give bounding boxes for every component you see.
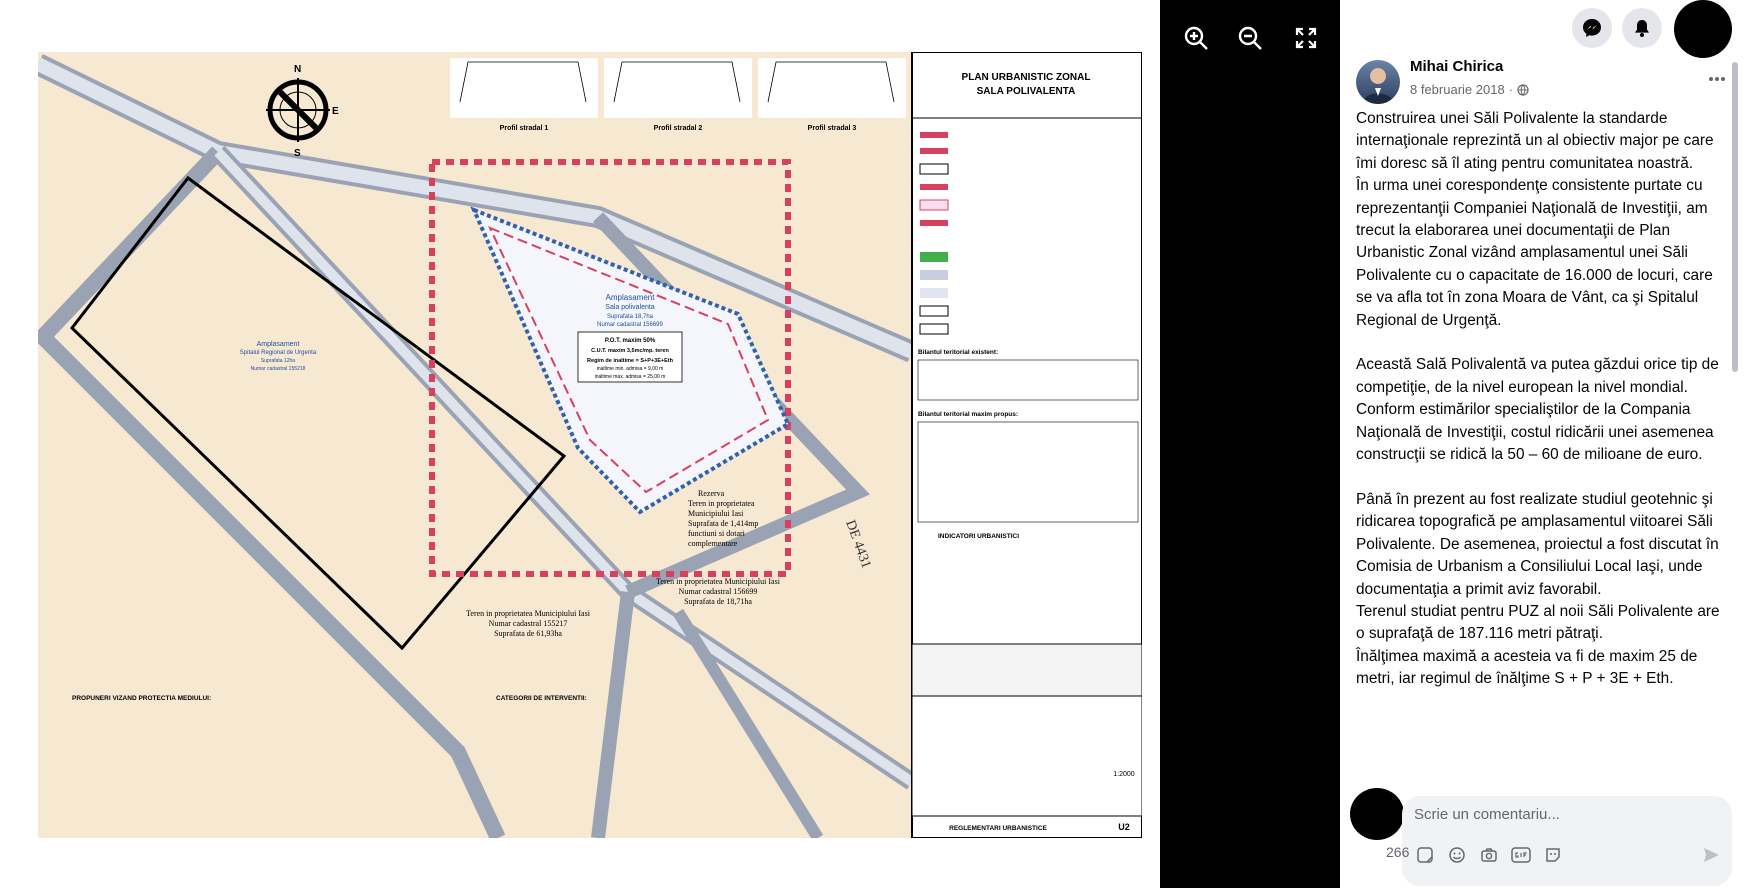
scrollbar[interactable] xyxy=(1732,62,1738,372)
post-paragraph: În urma unei corespondenţe consistente purtate cu reprezentanţii Companiei Naţională de Investiţii, am trecut la elaborarea unei documentaţii de Plan Urbanistic Zonal vizând amplasamentul unei Săli Polivalente cu o capacitate de 16.000 de locuri, care se va afla tot în zona Moara de Vânt, ca şi Spitalul Regional de Urgenţă. xyxy=(1356,177,1713,329)
teren-b-3: Suprafata de 61,93ha xyxy=(494,629,562,638)
compass-n: N xyxy=(294,64,302,75)
zoom-out-icon xyxy=(1237,25,1263,51)
hospital-label-2: Spitalul Regional de Urgenta xyxy=(239,350,317,356)
indicatori: INDICATORI URBANISTICI xyxy=(938,533,1020,540)
comment-input[interactable] xyxy=(1414,806,1714,823)
camera-icon xyxy=(1480,846,1498,864)
pot-label: P.O.T. maxim 50% xyxy=(604,338,656,344)
site-label-3: Suprafata 18,7ha xyxy=(606,314,654,320)
globe-icon xyxy=(1517,84,1529,96)
reserve-6: complementare xyxy=(688,539,738,548)
fullscreen-icon xyxy=(1295,27,1317,49)
sticker-icon xyxy=(1416,846,1434,864)
emoji-button[interactable] xyxy=(1446,844,1468,866)
top-bar xyxy=(1340,0,1744,60)
post-panel xyxy=(1340,0,1744,888)
scale-label: 1:2000 xyxy=(1113,771,1135,778)
gif-icon xyxy=(1511,847,1531,863)
reserve-2: Teren in proprietatea xyxy=(688,499,755,508)
bilant-2: Bilantul teritorial maxim propus: xyxy=(918,411,1019,418)
post-body xyxy=(1356,108,1728,691)
date-separator: · xyxy=(1508,82,1514,97)
hospital-label-1: Amplasament xyxy=(256,341,300,348)
road-code: DE 4431 xyxy=(842,518,874,571)
post-date[interactable]: 8 februarie 2018 xyxy=(1410,82,1505,97)
site-label-4: Numar cadastral 156699 xyxy=(597,322,663,328)
comment-composer xyxy=(1340,788,1744,888)
hospital-label-4: Numar cadastral 155218 xyxy=(250,366,306,372)
messenger-icon xyxy=(1581,17,1603,39)
teren-a-2: Numar cadastral 156699 xyxy=(678,587,758,596)
zoom-out-button[interactable] xyxy=(1230,18,1270,58)
teren-a-1: Teren in proprietatea Municipiului Iasi xyxy=(656,577,780,586)
site-label-2: Sala polivalenta xyxy=(605,304,655,311)
reserve-1: Rezerva xyxy=(698,489,725,498)
more-options-button[interactable] xyxy=(1708,66,1726,87)
post-paragraph: Până în prezent au fost realizate studiul geotehnic şi ridicarea topografică pe amplasamentul viitoarei Săli Polivalente. De asemenea, proiectul a fost discutat în Comisia de Urbanism a Consiliului Local Iaşi, unde documentaţia a primit aviz favorabil. xyxy=(1356,490,1719,598)
comment-tools xyxy=(1386,844,1732,868)
zoom-in-button[interactable] xyxy=(1176,18,1216,58)
hmax-label: inaltime max. admisa = 25,00 m xyxy=(594,374,666,380)
messenger-button[interactable] xyxy=(1572,8,1612,48)
post-date-row xyxy=(1410,82,1529,97)
reserve-3: Municipiului Iasi xyxy=(688,509,744,518)
cut-label: C.U.T. maxim 3,5mc/mp. teren xyxy=(591,348,669,354)
regim-label: Regim de inaltime = S+P+3E+Eth xyxy=(587,358,673,364)
sticker-button[interactable] xyxy=(1414,844,1436,866)
post-header xyxy=(1356,58,1726,108)
fullscreen-button[interactable] xyxy=(1286,18,1326,58)
commenter-avatar xyxy=(1350,788,1404,840)
site-label-1: Amplasament xyxy=(605,293,655,302)
plan-title-1: PLAN URBANISTIC ZONAL xyxy=(961,72,1091,83)
author-name[interactable]: Mihai Chirica xyxy=(1410,58,1504,75)
send-button[interactable] xyxy=(1700,844,1722,866)
post-paragraph: Această Sală Polivalentă va putea găzdui orice tip de competiţie, de la nivel european la nivel mondial. Conform estimărilor specialiştilor de la Compania Naţională de Investiţii, costul ridicării unei asemenea construcţii se ridică la 50 – 60 de milioane de euro. xyxy=(1356,356,1719,464)
bell-icon xyxy=(1632,18,1652,38)
teren-a-3: Suprafata de 18,71ha xyxy=(684,597,752,606)
post-paragraph: Construirea unei Săli Polivalente la standarde internaţionale reprezintă un al obiectiv major pe care îmi doresc să îl ating pentru comunitatea noastră. xyxy=(1356,110,1714,172)
teren-b-1: Teren in proprietatea Municipiului Iasi xyxy=(466,609,590,618)
propuneri: PROPUNERI VIZAND PROTECTIA MEDIULUI: xyxy=(72,695,212,702)
reserve-4: Suprafata de 1,414mp xyxy=(688,519,759,528)
camera-button[interactable] xyxy=(1478,844,1500,866)
send-icon xyxy=(1702,846,1720,864)
comment-box xyxy=(1386,796,1732,886)
author-avatar[interactable] xyxy=(1356,60,1400,104)
legend-panel xyxy=(912,52,1142,838)
sheet-no: U2 xyxy=(1118,822,1130,832)
profile-2: Profil stradal 2 xyxy=(653,125,703,132)
regulament: REGLEMENTARI URBANISTICE xyxy=(949,825,1047,832)
reserve-5: functiuni si dotari xyxy=(688,529,745,538)
teren-b-2: Numar cadastral 155217 xyxy=(488,619,568,628)
emoji-icon xyxy=(1448,846,1466,864)
reaction-count: 266 xyxy=(1386,844,1410,860)
categorii: CATEGORII DE INTERVENTII: xyxy=(496,695,587,702)
compass-s: S xyxy=(294,148,301,159)
plan-title-2: SALA POLIVALENTA xyxy=(976,86,1076,97)
hospital-label-3: Suprafata 12ha xyxy=(260,358,296,364)
avatar-sticker-button[interactable] xyxy=(1542,844,1564,866)
profile-1: Profil stradal 1 xyxy=(499,125,549,132)
post-paragraph: Înălţimea maximă a acesteia va fi de maxim 25 de metri, iar regimul de înălţime S + P + 3E + Eth. xyxy=(1356,647,1698,688)
zoom-in-icon xyxy=(1183,25,1209,51)
account-avatar[interactable] xyxy=(1674,0,1732,58)
gif-button[interactable] xyxy=(1510,844,1532,866)
compass-e: E xyxy=(332,106,339,117)
urban-plan-image xyxy=(38,52,1142,838)
notifications-button[interactable] xyxy=(1622,8,1662,48)
bilant-1: Bilantul teritorial existent: xyxy=(918,349,999,356)
avatar-sticker-icon xyxy=(1544,846,1562,864)
more-icon xyxy=(1708,76,1726,82)
profile-3: Profil stradal 3 xyxy=(807,125,857,132)
hmin-label: inaltime min. admisa = 9,00 m xyxy=(596,366,664,372)
post-paragraph: Terenul studiat pentru PUZ al noii Săli Polivalente are o suprafaţă de 187.116 metri pătraţi. xyxy=(1356,602,1720,643)
